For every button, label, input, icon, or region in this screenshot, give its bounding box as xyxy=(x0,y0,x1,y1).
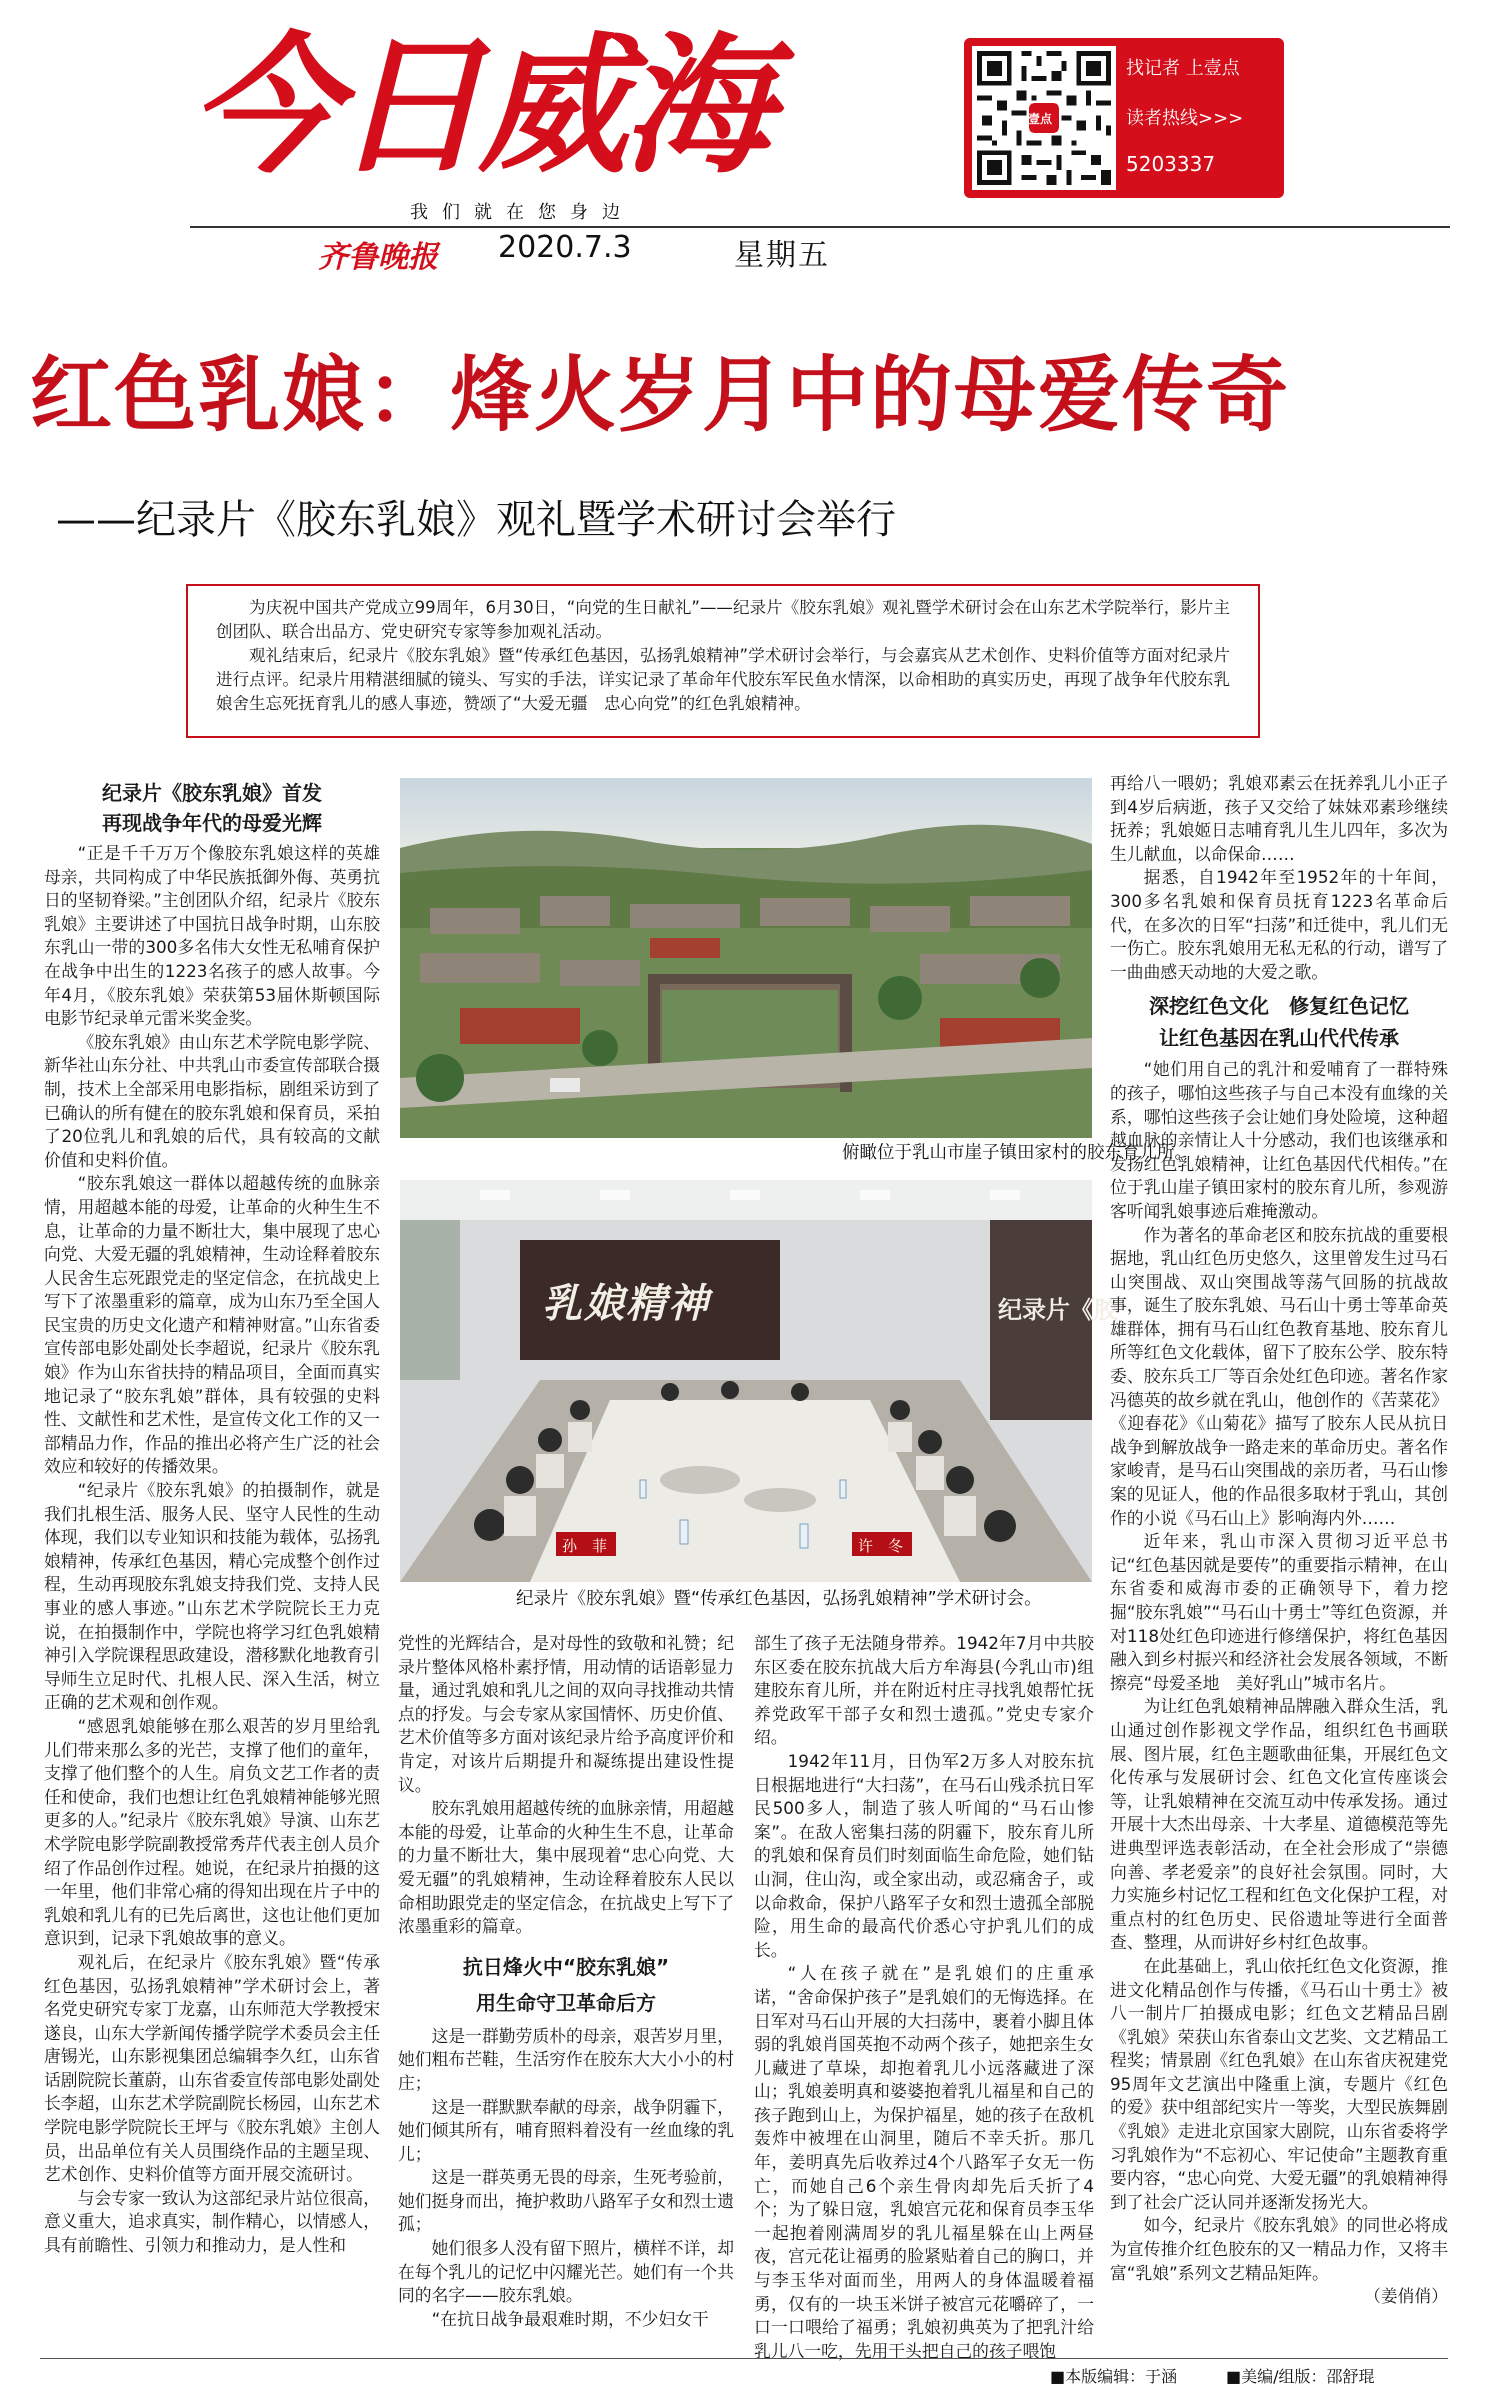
article-paragraph: 再给八一喂奶；乳娘邓素云在抚养乳儿小正子到4岁后病逝，孩子又交给了妹妹邓素珍继续抚养；乳娘姬日志哺育乳儿生儿四年，多次为生儿献血，以命保命…… xyxy=(1110,773,1448,864)
column-2 xyxy=(398,1632,734,2354)
hotline-line-2: 读者热线>>> xyxy=(1126,108,1244,129)
article-paragraph: 据悉，自1942年至1952年的十年间，300多名乳娘和保育员抚育1223名革命后代，在多次的日军“扫荡”和迁徙中，乳儿们无一伤亡。胶东乳娘用无私无私的行动，谱写了一曲曲感天动地的大爱之歌。 xyxy=(1110,867,1448,982)
article-paragraph: 她们很多人没有留下照片，横样不详，却在每个乳儿的记忆中闪耀光芒。她们有一个共同的名字——胶东乳娘。 xyxy=(398,2238,734,2306)
article-paragraph: “纪录片《胶东乳娘》的拍摄制作，就是我们扎根生活、服务人民、坚守人民性的生动体现，我们以专业知识和技能为载体，弘扬乳娘精神，传承红色基因，精心完成整个创作过程，生动再现胶东乳娘支持我们党、支持人民事业的感人事迹。”山东艺术学院院长王力克说，在拍摄制作中，学院也将学习红色乳娘精神引入学院课程思政建设，潜移默化地教育引导师生立足时代、扎根人民、深入生活，树立正确的艺术观和创作观。 xyxy=(44,1480,380,1713)
nameplate: 孙 菲 xyxy=(562,1537,608,1555)
article-paragraph: 如今，纪录片《胶东乳娘》的同世必将成为宣传推介红色胶东的又一精品力作，又将丰富“乳娘”系列文艺精品矩阵。 xyxy=(1110,2215,1448,2283)
masthead xyxy=(0,0,1488,300)
article-paragraph: 近年来，乳山市深入贯彻习近平总书记“红色基因就是要传”的重要指示精神，在山东省委和威海市委的正确领导下，着力挖掘“胶东乳娘”“马石山十勇士”等红色资源，并对118处红色印迹进行修缮保护，将红色基因融入到乡村振兴和经济社会发展各领域，不断擦亮“母爱圣地 美好乳山”城市名片。 xyxy=(1110,1531,1448,1693)
section-heading xyxy=(44,778,380,838)
article-paragraph: 部生了孩子无法随身带养。1942年7月中共胶东区委在胶东抗战大后方牟海县(今乳山市)组建胶东育儿所，并在附近村庄寻找乳娘帮忙抚养党政军干部子女和烈士遗孤。”党史专家介绍。 xyxy=(754,1633,1094,1748)
column-4 xyxy=(1110,772,1448,2354)
section-heading-line: 纪录片《胶东乳娘》首发 xyxy=(102,781,322,805)
footer-rule xyxy=(40,2358,1448,2359)
issue-weekday: 星期五 xyxy=(734,238,830,273)
headline: 红色乳娘：烽火岁月中的母爱传奇 xyxy=(30,348,1291,443)
article-paragraph: 《胶东乳娘》由山东艺术学院电影学院、新华社山东分社、中共乳山市委宣传部联合摄制，技术上全部采用电影指标，剧组采访到了已确认的所有健在的胶东乳娘和保育员，采拍了20位乳儿和乳娘的后代，具有较高的文献价值和史料价值。 xyxy=(44,1031,380,1170)
section-heading xyxy=(1110,990,1448,1054)
article-paragraph: 作为著名的革命老区和胶东抗战的重要根据地，乳山红色历史悠久，这里曾发生过马石山突围战、双山突围战等荡气回肠的抗战故事，诞生了胶东乳娘、马石山十勇士等革命英雄群体，拥有马石山红色教育基地、胶东育儿所等红色文化载体，留下了胶东公学、胶东特委、胶东兵工厂等百余处红色印迹。著名作家冯德英的故乡就在乳山，他创作的《苦菜花》《迎春花》《山菊花》描写了胶东人民从抗日战争到解放战争一路走来的革命历史。著名作家峻青，是马石山突围战的亲历者，马石山惨案的见证人，他的作品很多取材于乳山，其创作的小说《马石山上》影响海内外…… xyxy=(1110,1224,1448,1528)
article-paragraph: 这是一群英勇无畏的母亲，生死考验前，她们挺身而出，掩护救助八路军子女和烈士遗孤； xyxy=(398,2167,734,2235)
article-paragraph: 为让红色乳娘精神品牌融入群众生活，乳山通过创作影视文学作品，组织红色书画联展、图片展，红色主题歌曲征集，开展红色文化传承与发展研讨会、红色文化宣传座谈会等，让乳娘精神在交流互动中传承发扬。通过开展十大杰出母亲、十大孝星、道德模范等先进典型评选表彰活动，在全社会形成了“崇德向善、孝老爱亲”的良好社会氛围。同时，大力实施乡村记忆工程和红色文化保护工程，对重点村的红色历史、民俗遗址等进行全面普查、整理，从而讲好乡村红色故事。 xyxy=(1110,1696,1448,1953)
column-1 xyxy=(44,772,380,2352)
article-paragraph: 1942年11月，日伪军2万多人对胶东抗日根据地进行“大扫荡”，在马石山残杀抗日军民500多人，制造了骇人听闻的“马石山惨案”。在敌人密集扫荡的阴霾下，胶东育儿所的乳娘和保育员们时刻面临生命危险，她们钻山洞，住山沟，或全家出动，或忍痛舍子，或以命救命，保护八路军子女和烈士遗孤全部脱险，用生命的最高代价悉心守护乳儿们的成长。 xyxy=(754,1750,1094,1960)
side-banner-text: 纪录片《胶 xyxy=(998,1296,1118,1324)
section-heading xyxy=(398,1949,734,2021)
aerial-photo xyxy=(400,778,1092,1138)
symposium-photo xyxy=(400,1180,1118,1582)
section-heading-line: 抗日烽火中“胶东乳娘” xyxy=(462,1954,670,1979)
section-heading-line: 深挖红色文化 修复红色记忆 xyxy=(1149,994,1409,1019)
qr-code-icon[interactable] xyxy=(972,46,1116,190)
qr-contact-box xyxy=(964,38,1284,198)
column-3 xyxy=(754,1632,1094,2361)
article-paragraph: 观礼后，在纪录片《胶东乳娘》暨“传承红色基因，弘扬乳娘精神”学术研讨会上，著名党史研究专家丁龙嘉，山东师范大学教授宋遂良，山东大学新闻传播学院学术委员会主任唐锡光，山东影视集团总编辑李久红，山东省话剧院院长董蔚，山东省委宣传部电影处副处长李超，山东艺术学院副院长杨园，山东艺术学院电影学院院长王坪与《胶东乳娘》主创人员，出品单位有关人员围绕作品的主题呈现、艺术创作、史料价值等方面开展交流研讨。 xyxy=(44,1951,380,2185)
photo-caption: 纪录片《胶东乳娘》暨“传承红色基因，弘扬乳娘精神”学术研讨会。 xyxy=(516,1589,1042,1609)
article-paragraph: 与会专家一致认为这部纪录片站位很高，意义重大，追求真实，制作精心，以情感人，具有前瞻性、引领力和推动力，是人性和 xyxy=(44,2187,380,2256)
subheadline: ——纪录片《胶东乳娘》观礼暨学术研讨会举行 xyxy=(56,497,896,543)
section-heading-line: 用生命守卫革命后方 xyxy=(476,1990,656,2015)
section-heading-line: 让红色基因在乳山代代传承 xyxy=(1159,1026,1399,1051)
photo-caption: 俯瞰位于乳山市崖子镇田家村的胶东育儿所。 xyxy=(842,1143,1192,1163)
nameplate: 许 冬 xyxy=(858,1537,904,1555)
article-paragraph: 这是一群默默奉献的母亲，战争阴霾下，她们倾其所有，哺育照料着没有一丝血缘的乳儿； xyxy=(398,2096,734,2164)
section-heading-line: 再现战争年代的母爱光辉 xyxy=(102,811,322,835)
lead-box xyxy=(186,584,1260,738)
article-paragraph: “人在孩子就在”是乳娘们的庄重承诺，“舍命保护孩子”是乳娘们的无悔选择。在日军对马石山开展的大扫荡中，裹着小脚且体弱的乳娘肖国英抱不动两个孩子，她把亲生女儿藏进了草垛，却抱着乳儿小远落藏进了深山；乳娘姜明真和婆婆抱着乳儿福星和自己的孩子跑到山上，为保护福星，她的孩子在敌机轰炸中被埋在山洞里，随后不幸夭折。那几年，姜明真先后收养过4个八路军子女无一伤亡，而她自己6个亲生骨肉却先后夭折了4个；为了躲日寇，乳娘宫元花和保育员李玉华一起抱着刚满周岁的乳儿福星躲在山上两昼夜，宫元花让福勇的脸紧贴着自己的胸口，并与李玉华对面而坐，用两人的身体温暖着福勇，仅有的一块玉米饼子被宫元花嚼碎了，一口一口喂给了福勇；乳娘初典英为了把乳汁给乳儿八一吃，先用干头把自己的孩子喂饱 xyxy=(754,1963,1094,2361)
article-paragraph: 党性的光辉结合，是对母性的致敬和礼赞；纪录片整体风格朴素抒情，用动情的话语彰显力量，通过乳娘和乳儿之间的双向寻找推动共情点的抒发。与会专家从家国情怀、历史价值、艺术价值等多方面对该纪录片给予高度评价和肯定，对该片后期提升和凝练提出建设性提议。 xyxy=(398,1633,734,1795)
article-paragraph: “在抗日战争最艰难时期，不少妇女干 xyxy=(431,2308,709,2329)
lead-paragraph: 观礼结束后，纪录片《胶东乳娘》暨“传承红色基因，弘扬乳娘精神”学术研讨会举行，与会嘉宾从艺术创作、史料价值等方面对纪录片进行点评。纪录片用精湛细腻的镜头、写实的手法，详实记录了革命年代胶东军民鱼水情深，以命相助的真实历史，再现了战争年代胶东乳娘舍生忘死抚育乳儿的感人事迹，赞颂了“大爱无疆 忠心向党”的红色乳娘精神。 xyxy=(216,646,1230,713)
footer-editor: ■本版编辑：于涵 xyxy=(1050,2367,1178,2386)
article-paragraph: “正是千千万万个像胶东乳娘这样的英雄母亲，共同构成了中华民族抵御外侮、英勇抗日的坚韧脊梁。”主创团队介绍，纪录片《胶东乳娘》主要讲述了中国抗日战争时期，山东胶东乳山一带的300多名伟大女性无私哺育保护在战争中出生的1223名孩子的感人故事。今年4月，《胶东乳娘》荣获第53届休斯顿国际电影节纪录单元雷米奖金奖。 xyxy=(44,843,380,1029)
article-paragraph: “她们用自己的乳汁和爱哺育了一群特殊的孩子，哪怕这些孩子与自己本没有血缘的关系，哪怕这些孩子会让她们身处险境，这种超越血脉的亲情让人十分感动，我们也该继承和发扬红色乳娘精神，让红色基因代代相传。”在位于乳山崖子镇田家村的胶东育儿所，参观游客听闻乳娘事迹后难掩激动。 xyxy=(1110,1059,1448,1221)
slogan: 我们就在您身边 xyxy=(410,202,634,223)
article-paragraph: 胶东乳娘用超越传统的血脉亲情，用超越本能的母爱，让革命的火种生生不息，让革命的力量不断壮大，集中展现着“忠心向党、大爱无疆”的乳娘精神，生动诠释着胶东人民以命相助跟党走的坚定信念，在抗战史上写下了浓墨重彩的篇章。 xyxy=(398,1798,734,1937)
banner-text: 乳娘精神 xyxy=(542,1280,710,1327)
article-paragraph: 这是一群勤劳质朴的母亲，艰苦岁月里，她们粗布芒鞋，生活穷作在胶东大大小小的村庄； xyxy=(398,2025,734,2093)
article-paragraph: 在此基础上，乳山依托红色文化资源，推进文化精品创作与传播，《马石山十勇士》被八一制片厂拍摄成电影；红色文艺精品吕剧《乳娘》荣获山东省泰山文艺奖、文艺精品工程奖；情景剧《红色乳娘》在山东省庆祝建党95周年文艺演出中隆重上演，专题片《红色的爱》获中组部纪实片一等奖，大型民族舞剧《乳娘》走进北京国家大剧院，山东省委将学习乳娘作为“不忘初心、牢记使命”主题教育重要内容，“忠心向党、大爱无疆”的乳娘精神得到了社会广泛认同并逐渐发扬光大。 xyxy=(1110,1955,1448,2212)
newspaper-title: 今日威海 xyxy=(190,20,767,194)
brand-logo: 齐鲁晚报 xyxy=(318,240,438,275)
hotline-line-1: 找记者 上壹点 xyxy=(1126,58,1240,79)
article-paragraph: “胶东乳娘这一群体以超越传统的血脉亲情，用超越本能的母爱，让革命的火种生生不息，让革命的力量不断壮大，集中展现了忠心向党、大爱无疆的乳娘精神，生动诠释着胶东人民舍生忘死跟党走的坚定信念，在抗战史上写下了浓墨重彩的篇章，成为山东乃至全国人民宝贵的历史文化遗产和精神财富。”山东省委宣传部电影处副处长李超说，纪录片《胶东乳娘》作为山东省扶持的精品项目，全面而真实地记录了“胶东乳娘”群体，具有较强的史料性、文献性和艺术性，是宣传文化工作的又一部精品力作，作品的推出必将产生广泛的社会效应和较好的传播效果。 xyxy=(44,1173,380,1477)
lead-paragraph: 为庆祝中国共产党成立99周年，6月30日，“向党的生日献礼”——纪录片《胶东乳娘》观礼暨学术研讨会在山东艺术学院举行，影片主创团队、联合出品方、党史研究专家等参加观礼活动。 xyxy=(216,598,1230,641)
byline: （姜俏俏） xyxy=(1364,2286,1448,2307)
issue-date: 2020.7.3 xyxy=(498,230,632,265)
article-paragraph: “感恩乳娘能够在那么艰苦的岁月里给乳儿们带来那么多的光芒，支撑了他们的童年，支撑了他们整个的人生。肩负文艺工作者的责任和使命，我们也想让红色乳娘精神能够光照更多的人。”纪录片《胶东乳娘》导演、山东艺术学院电影学院副教授常秀芹代表主创人员介绍了作品创作过程。她说，在纪录片拍摄的这一年里，他们非常心痛的得知出现在片子中的乳娘和乳儿有的已先后离世，这也让他们更加意识到，记录下乳娘故事的意义。 xyxy=(44,1715,380,1949)
masthead-rule xyxy=(190,226,1450,228)
hotline-number: 5203337 xyxy=(1126,152,1216,176)
qr-badge-label: 壹点 xyxy=(1028,112,1053,126)
footer-designer: ■美编/组版：邵舒琨 xyxy=(1226,2367,1375,2386)
